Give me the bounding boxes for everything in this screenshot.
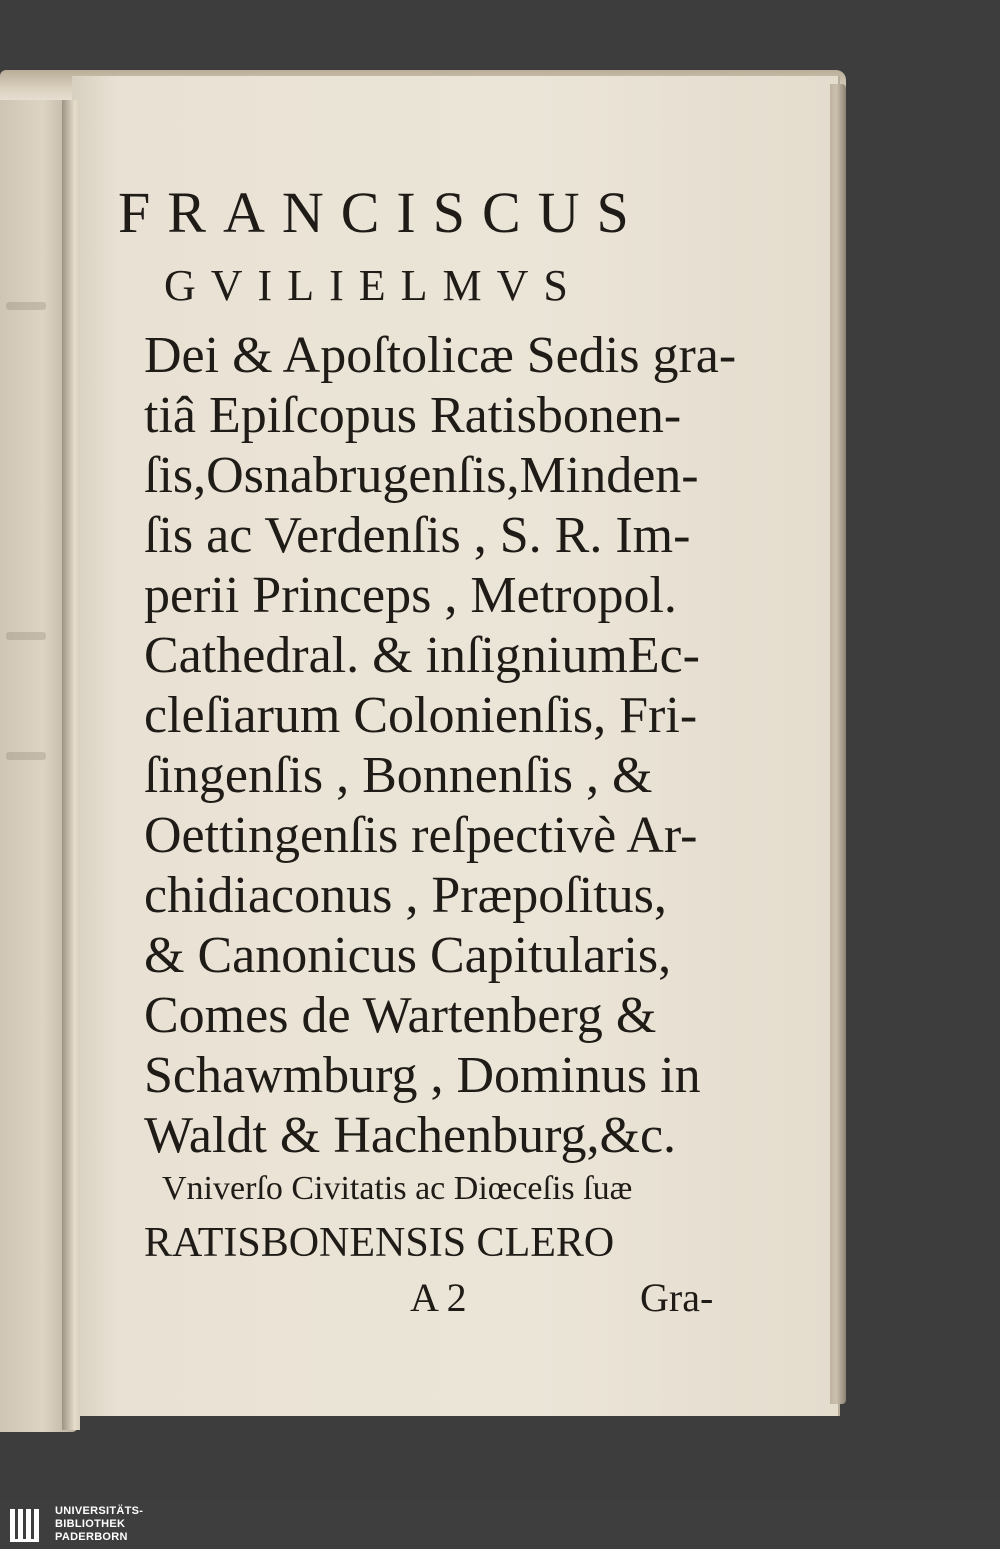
text-line: tiâ Epiſcopus Ratisbonen- — [144, 387, 682, 444]
text-line: Schawmburg , Dominus in — [144, 1047, 701, 1104]
dedication-line: Vniverſo Civitatis ac Diœceſis ſuæ — [162, 1170, 633, 1207]
book-gutter — [62, 100, 80, 1430]
text-line: Waldt & Hachenburg,&c. — [144, 1107, 677, 1164]
text-line: & Canonicus Capitularis, — [144, 927, 672, 984]
right-page — [72, 76, 838, 1416]
text-line: ſis,Osnabrugenſis,Minden- — [144, 447, 699, 504]
library-logo-icon — [8, 1506, 48, 1544]
left-page-ghost-text — [6, 302, 46, 310]
text-line: Comes de Wartenberg & — [144, 987, 657, 1044]
library-name — [55, 1505, 143, 1544]
text-line: Cathedral. & inſigniumEc- — [144, 627, 700, 684]
left-page-ghost-text — [6, 632, 46, 640]
left-page-ghost-text — [6, 752, 46, 760]
signature-mark: A 2 — [410, 1275, 467, 1320]
catchword: Gra- — [640, 1275, 714, 1320]
text-line: ſingenſis , Bonnenſis , & — [144, 747, 653, 804]
name-line-2: GVILIELMVS — [164, 261, 583, 310]
library-name-line: BIBLIOTHEK — [55, 1518, 126, 1530]
text-line: Oettingenſis reſpectivè Ar- — [144, 807, 698, 864]
text-line: chidiaconus , Præpoſitus, — [144, 867, 667, 924]
name-line-1: FRANCISCUS — [118, 180, 646, 245]
library-name-line: PADERBORN — [55, 1531, 128, 1543]
text-line: perii Princeps , Metropol. — [144, 567, 677, 624]
text-line: cleſiarum Colonienſis, Fri- — [144, 687, 698, 744]
text-line: Dei & Apoſtolicæ Sedis gra- — [144, 327, 737, 384]
library-footer — [0, 1500, 1000, 1549]
clero-line: RATISBONENSIS CLERO — [144, 1220, 615, 1266]
library-name-line: UNIVERSITÄTS- — [55, 1505, 144, 1517]
right-page-edge — [830, 84, 846, 1404]
text-line: ſis ac Verdenſis , S. R. Im- — [144, 507, 691, 564]
